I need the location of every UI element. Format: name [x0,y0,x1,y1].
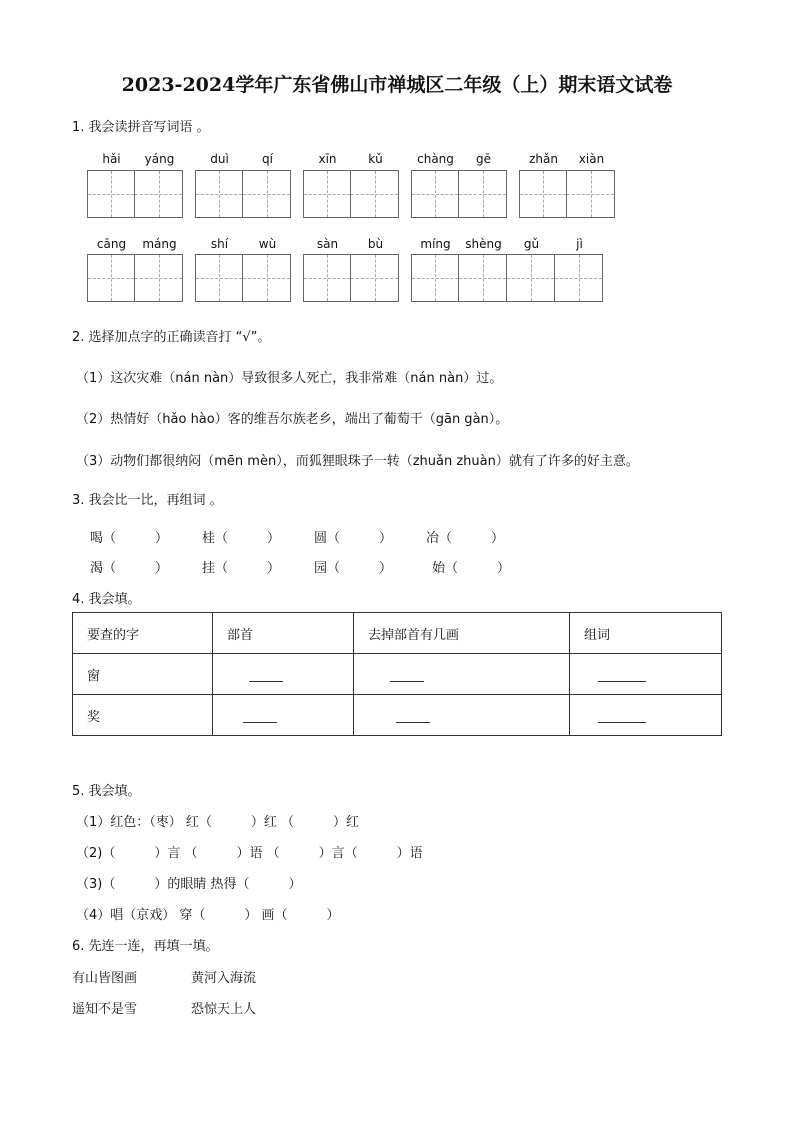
table-header-cell: 部首 [213,613,354,654]
q4-label: 4. 我会填。 [72,592,141,607]
pinyin-label: yáng [144,152,175,166]
writing-cell[interactable] [459,170,507,218]
writing-grid [411,254,603,302]
q2-item-3: （3）动物们都很纳闷（mēn mèn），而狐狸眼珠子一转（zhuǎn zhuàn）就有了许多的好主意。 [76,454,639,469]
answer-blank[interactable] [598,708,646,723]
table-header-cell: 要查的字 [73,613,213,654]
table-header-cell: 组词 [570,613,722,654]
poem-line-right[interactable]: 黄河入海流 [191,971,257,986]
table-row [73,695,722,736]
writing-cell[interactable] [87,170,135,218]
writing-cell[interactable] [351,254,399,302]
pinyin-label: hǎi [102,152,121,166]
writing-cell[interactable] [507,254,555,302]
q3-r1c2: 桂（ ） [202,531,281,546]
q3-r2c2: 挂（ ） [202,561,281,576]
table-cell: 窗 [73,654,213,695]
table-header-cell: 去掉部首有几画 [354,613,570,654]
answer-cell [354,695,570,736]
pinyin-label: xiàn [578,152,605,166]
page-title: 2023-2024学年广东省佛山市禅城区二年级（上）期末语文试卷 [121,74,673,96]
pinyin-label: jì [576,237,583,251]
answer-cell [213,654,354,695]
writing-grid [303,170,399,218]
answer-cell [354,654,570,695]
q2-item-1: （1）这次灾难（nán nàn）导致很多人死亡，我非常难（nán nàn）过。 [76,371,503,386]
answer-cell [213,695,354,736]
writing-cell[interactable] [87,254,135,302]
writing-grid [87,170,183,218]
writing-grid [411,170,507,218]
pinyin-label: gǔ [523,237,540,251]
writing-cell[interactable] [243,254,291,302]
q3-r2c3: 园（ ） [314,561,393,576]
writing-grid [303,254,399,302]
q3-r2c1: 渴（ ） [90,561,169,576]
q3-r1c4: 冶（ ） [426,531,505,546]
answer-blank[interactable] [598,667,646,682]
pinyin-label: cāng [96,237,127,251]
answer-blank[interactable] [396,708,430,723]
writing-cell[interactable] [195,254,243,302]
q3-r2c4: 始（ ） [432,561,511,576]
pinyin-label: shèng [465,237,502,251]
q4-table [72,612,722,736]
q2-item-2: （2）热情好（hǎo hào）客的维吾尔族老乡，端出了葡萄干（gān gàn）。 [76,412,509,427]
q2-label: 2. 选择加点字的正确读音打 “√”。 [72,330,271,345]
pinyin-label: zhǎn [529,152,558,166]
writing-cell[interactable] [411,170,459,218]
writing-cell[interactable] [459,254,507,302]
q6-label: 6. 先连一连，再填一填。 [72,939,219,954]
answer-cell [570,654,722,695]
writing-cell[interactable] [567,170,615,218]
pinyin-label: bù [367,237,384,251]
q5-item-4: （4）唱（京戏） 穿（ ） 画（ ） [76,908,340,923]
writing-cell[interactable] [243,170,291,218]
table-header-row [73,613,722,654]
pinyin-label: chàng [417,152,454,166]
writing-cell[interactable] [135,170,183,218]
pinyin-label: qí [262,152,273,166]
table-cell: 奖 [73,695,213,736]
answer-blank[interactable] [390,667,424,682]
writing-cell[interactable] [411,254,459,302]
pinyin-label: míng [420,237,451,251]
pinyin-label: sàn [316,237,339,251]
pinyin-label: gē [476,152,491,166]
poem-line-right[interactable]: 恐惊天上人 [191,1002,257,1017]
writing-cell[interactable] [303,254,351,302]
table-row [73,654,722,695]
q5-item-3: （3)（ ）的眼睛 热得（ ） [76,877,302,892]
writing-cell[interactable] [519,170,567,218]
q5-item-1: （1）红色：（枣） 红（ ）红 （ ）红 [76,815,360,830]
answer-blank[interactable] [249,667,283,682]
writing-cell[interactable] [303,170,351,218]
writing-grid [519,170,615,218]
pinyin-label: duì [210,152,229,166]
q1-label: 1. 我会读拼音写词语 。 [72,120,210,135]
q3-r1c3: 圆（ ） [314,531,393,546]
answer-blank[interactable] [243,708,277,723]
pinyin-label: shí [210,237,229,251]
pinyin-label: kǔ [368,152,383,166]
pinyin-label: xīn [318,152,337,166]
q5-label: 5. 我会填。 [72,784,141,799]
writing-grid [87,254,183,302]
poem-line-left[interactable]: 有山皆图画 [72,971,138,986]
pinyin-label: máng [142,237,177,251]
answer-cell [570,695,722,736]
q3-label: 3. 我会比一比，再组词 。 [72,493,223,508]
q5-item-2: （2)（ ）言 （ ）语 （ ）言（ ）语 [76,846,423,861]
writing-grid [195,170,291,218]
writing-grid [195,254,291,302]
q3-r1c1: 喝（ ） [90,531,169,546]
pinyin-label: wù [258,237,277,251]
writing-cell[interactable] [555,254,603,302]
writing-cell[interactable] [135,254,183,302]
writing-cell[interactable] [195,170,243,218]
poem-line-left[interactable]: 遥知不是雪 [72,1002,138,1017]
writing-cell[interactable] [351,170,399,218]
